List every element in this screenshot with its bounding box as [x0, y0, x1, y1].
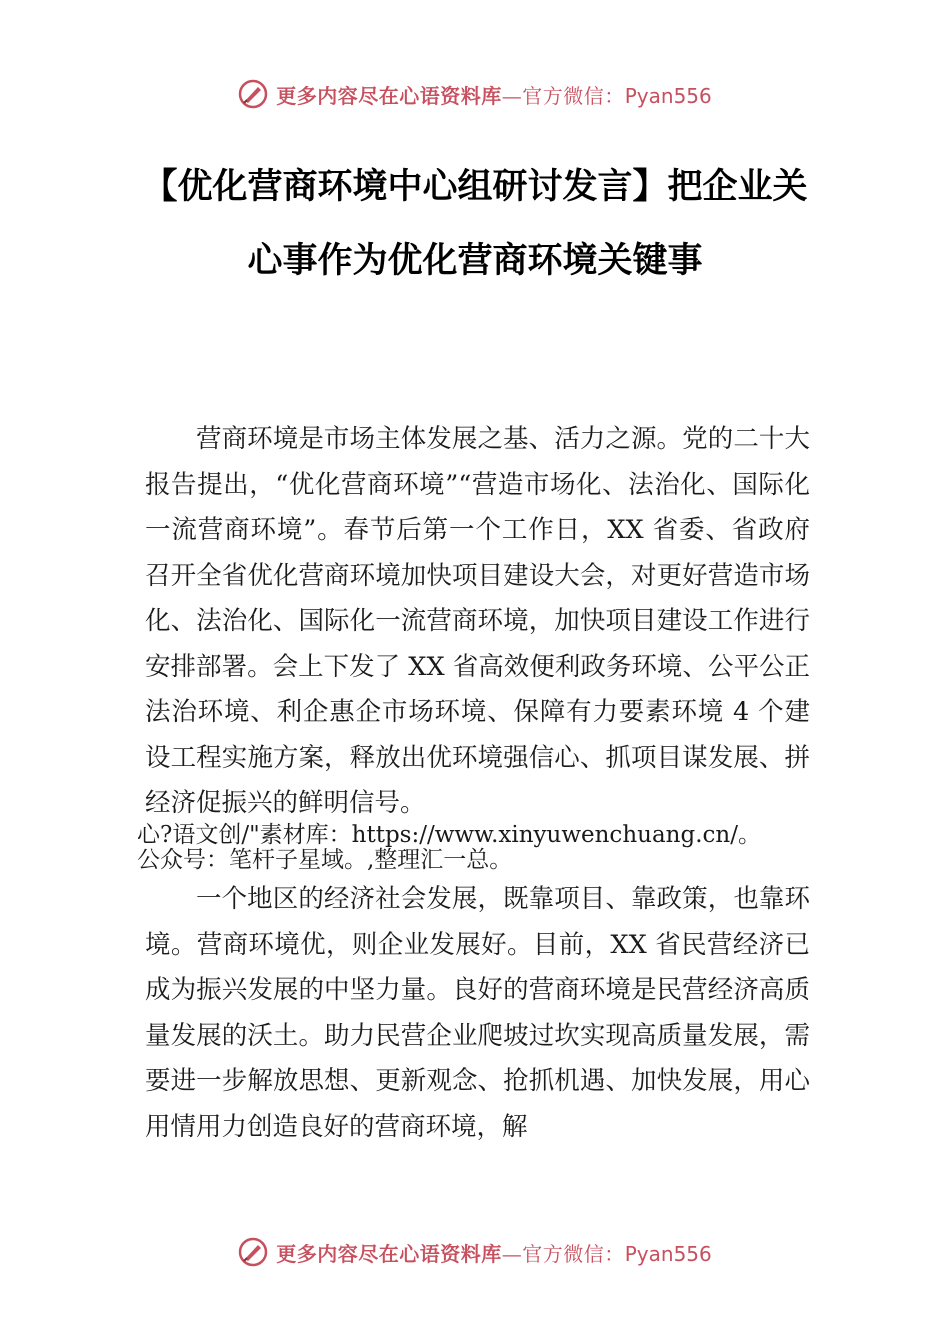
body-section-2 — [145, 877, 810, 1150]
paragraph-2: 一个地区的经济社会发展，既靠项目、靠政策，也靠环境。营商环境优，则企业发展好。目前，XX 省民营经济已成为振兴发展的中坚力量。良好的营商环境是民营经济高质量发展的沃土。助力民营企业爬坡过坎实现高质量发展，需要进一步解放思想、更新观念、抢抓机遇、加快发展，用心用情用力创造良好的营商环境，解 — [145, 884, 810, 1142]
banner-text — [276, 1238, 712, 1267]
banner-separator: — — [501, 83, 523, 108]
title-line-1: 【优化营商环境中心组研讨发言】把企业关 — [142, 166, 808, 207]
banner-wechat-id: Pyan556 — [624, 1241, 712, 1266]
banner-wechat-id: Pyan556 — [624, 83, 712, 108]
body-section-1 — [145, 417, 810, 827]
banner-main-text: 更多内容尽在心语资料库 — [276, 83, 502, 108]
source-note-line-1: 心?语文创/"素材库：https://www.xinyuwenchuang.cn/。 — [137, 822, 761, 848]
banner-text — [276, 80, 712, 109]
source-note-line-2: 公众号：笔杆子星域。,整理汇一总。 — [137, 847, 513, 873]
quill-logo-icon — [238, 79, 268, 109]
quill-logo-icon — [238, 1237, 268, 1267]
source-note — [137, 823, 837, 873]
banner-wechat-label: 官方微信： — [522, 1241, 625, 1266]
banner-main-text: 更多内容尽在心语资料库 — [276, 1241, 502, 1266]
banner-wechat-label: 官方微信： — [522, 83, 625, 108]
document-title — [120, 150, 830, 298]
paragraph-1: 营商环境是市场主体发展之基、活力之源。党的二十大报告提出，“优化营商环境”“营造市场化、法治化、国际化一流营商环境”。春节后第一个工作日，XX 省委、省政府召开全省优化营商环境加快项目建设大会，对更好营造市场化、法治化、国际化一流营商环境，加快项目建设工作进行安排部署。会上下发了 XX 省高效便利政务环境、公平公正法治环境、利企惠企市场环境、保障有力要素环境 4 个建设工程实施方案，释放出优环境强信心、抓项目谋发展、拼经济促振兴的鲜明信号。 — [145, 424, 810, 818]
title-line-2: 心事作为优化营商环境关键事 — [247, 240, 703, 281]
banner-separator: — — [501, 1241, 523, 1266]
footer-banner — [0, 1232, 950, 1272]
header-banner — [0, 74, 950, 114]
